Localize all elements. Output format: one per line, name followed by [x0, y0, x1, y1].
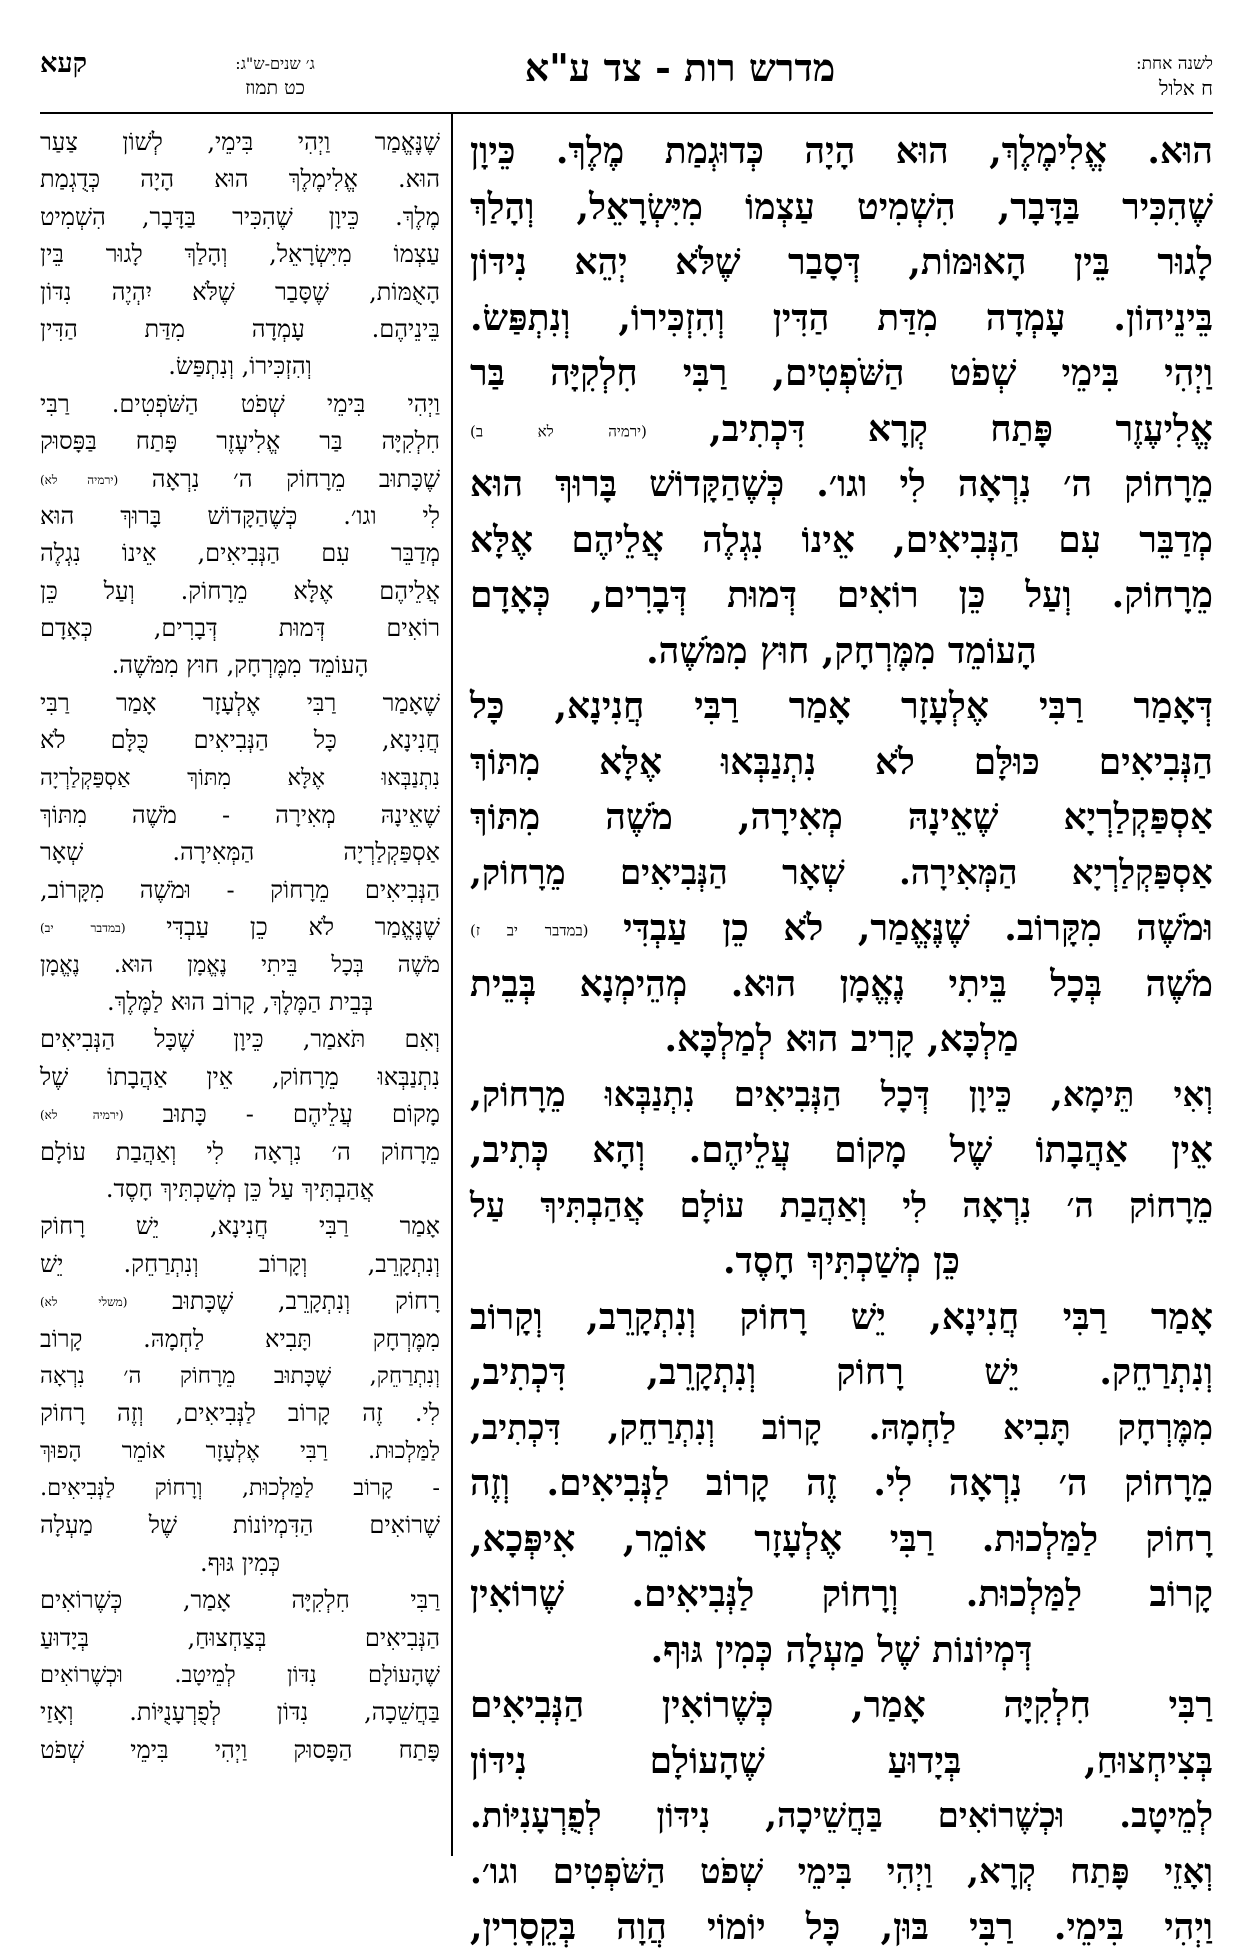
page-title: מדרש רות - צד ע"א [524, 45, 836, 90]
commentary-line: וְהִזְכִּירוֹ, וְנִתְפַּשׂ. [168, 352, 312, 381]
commentary-line: הַנְּבִיאִים בְּצַחְצוּחַ, בְּיָדוּעַ [40, 1623, 440, 1652]
column-divider [451, 112, 453, 1856]
commentary-line: רוֹאִים דְּמוּת דְּבָרִים, כְּאָדָם [40, 614, 440, 643]
three-year-label: ג׳ שנים-ש"ג: [235, 54, 315, 73]
commentary-line-with-citation [40, 909, 440, 946]
commentary-line: בְּבֵית הַמֶּלֶךְ, קָרוֹב הוּא לַמֶּלֶךְ. [106, 987, 374, 1016]
main-line: מְדַבֵּר עִם הַנְּבִיאִים, אֵינוֹ נִגְלֶה אֲלֵיהֶם אֶלָּא [470, 518, 1213, 561]
commentary-line-text: מָקוֹם עֲלֵיהֶם - כָּתוּב [162, 1100, 441, 1129]
one-year-label: לשנה אחת: [1135, 54, 1213, 74]
citation-numbers: (במדבר יב ז) [470, 921, 589, 940]
commentary-line-text: שֶׁכָּתוּב מֵרָחוֹק ה׳ נִרְאָה [151, 464, 440, 493]
page-header [40, 38, 1213, 118]
commentary-line: מֶלֶךְ. כֵּיוָן שֶׁהִכִּיר בַּדָּבָר, הִשְׁמִיט [40, 202, 440, 231]
one-year-date: ח אלול [1158, 76, 1213, 100]
commentary-line: וְאִם תֹּאמַר, כֵּיוָן שֶׁכָּל הַנְּבִיאִים [40, 1025, 440, 1054]
main-line-text: וּמֹשֶׁה מִקָּרוֹב. שֶׁנֶּאֱמַר, לֹא כֵן עַבְדִּי [623, 907, 1213, 949]
commentary-line: בַּחֲשֵׁכָה, נִדּוֹן לְפֻרְעָנֻיּוֹת. וְאָזַי [40, 1698, 440, 1727]
folio-number: קעא [40, 48, 88, 79]
commentary-line: אַסְפַּקְלַרְיָה הַמְּאִירָה. שְׁאָר [40, 838, 440, 867]
commentary-line: עַצְמוֹ מִיִּשְׂרָאֵל, וְהָלַךְ לָגוּר בֵּין [40, 240, 440, 269]
main-line: וְנִתְרַחֵק. יֵשׁ רָחוֹק וְנִתְקָרֵב, דִּכְתִיב, [470, 1351, 1213, 1393]
main-line: מֵרָחוֹק. וְעַל כֵּן רוֹאִים דְּמוּת דְּבָרִים, כְּאָדָם [470, 574, 1213, 616]
main-line: לְמֵיטָב. וּכְשֶׁרוֹאִים בַּחֲשֵׁיכָה, נִידּוֹן לְפֻרְעָנִיּוֹת. [470, 1796, 1213, 1836]
commentary-line: וְנִתְרַחֵק, שֶׁכָּתוּב מֵרָחוֹק ה׳ נִרְאָה [40, 1362, 440, 1389]
commentary-line: חִלְקִיָּה בַּר אֱלִיעֶזֶר פָּתַח בַּפָּסוּק [40, 427, 440, 456]
header-three-year-cycle [160, 52, 390, 100]
main-line: אָמַר רַבִּי חֲנִינָא, יֵשׁ רָחוֹק וְנִתְקָרֵב, וְקָרוֹב [470, 1295, 1213, 1338]
commentary-line-text: שֶׁנֶּאֱמַר לֹא כֵן עַבְדִּי [166, 913, 441, 942]
main-text-column [470, 124, 1214, 1948]
commentary-line: אֲלֵיהֶם אֶלָּא מֵרָחוֹק. וְעַל כֵּן [40, 576, 440, 605]
commentary-line: הַנְּבִיאִים מֵרָחוֹק - וּמֹשֶׁה מִקָּרוֹב, [40, 875, 440, 904]
commentary-line: מֵרָחוֹק ה׳ נִרְאָה לִי וְאַהֲבַת עוֹלָם [40, 1137, 440, 1166]
main-line: מֵרָחוֹק ה׳ נִרְאָה לִי וְאַהֲבַת עוֹלָם אֲהַבְתִּיךְ עַל [470, 1185, 1213, 1226]
commentary-line-with-citation [40, 1283, 440, 1320]
commentary-line: שֶׁהָעוֹלָם נִדּוֹן לְמֵיטָב. וּכְשֶׁרוֹאִים [40, 1662, 440, 1689]
citation-jeremiah-2: (ירמיה לא) [40, 1107, 124, 1122]
commentary-line: פָּתַח הַפָּסוּק וַיְהִי בִּימֵי שְׁפֹט [40, 1735, 440, 1764]
main-line: וַיְהִי בִּימֵי שְׁפֹט הַשֹּׁפְטִים, רַבִּי חִלְקִיָּה בַּר [470, 352, 1213, 394]
commentary-line: - קָרוֹב לַמַּלְכוּת, וְרָחוֹק לַנְּבִיאִים. [40, 1475, 440, 1502]
commentary-line: אָמַר רַבִּי חֲנִינָא, יֵשׁ רָחוֹק [40, 1212, 440, 1241]
citation-numbers: (במדבר יב) [40, 921, 126, 935]
commentary-line: מִמֶּרְחָק תָּבִיא לַחְמָהּ. קָרוֹב [40, 1324, 440, 1353]
commentary-line: הוּא. אֱלִימֶלֶךְ הוּא הָיָה כְּדֻגְמַת [40, 165, 440, 194]
main-line: בֵּינֵיהוֹן. עָמְדָה מִדַּת הַדִּין וְהִזְכִּירוֹ, וְנִתְפַּשׂ. [470, 296, 1213, 339]
main-line: אֵין אַהֲבָתוֹ שֶׁל מָקוֹם עֲלֵיהֶם. וְהָא כְּתִיב, [470, 1129, 1213, 1171]
commentary-line: וַיְהִי בִּימֵי שְׁפֹט הַשֹּׁפְטִים. רַבִּי [40, 389, 440, 418]
main-line: אַסְפַּקְלַרְיָא שֶׁאֵינָהּ מְאִירָה, מֹשֶׁה מִתּוֹךְ [470, 796, 1213, 838]
main-line: לָגוּר בֵּין הָאוּמּוֹת, דְּסָבַר שֶׁלֹּא יְהֵא נִידּוֹן [470, 241, 1213, 283]
main-line: מִמֶּרְחָק תָּבִיא לַחְמָהּ. קָרוֹב וְנִתְרַחֵק, דִּכְתִיב, [470, 1407, 1213, 1448]
commentary-line: רַבִּי חִלְקִיָּה אָמַר, כְּשֶׁרוֹאִים [40, 1586, 440, 1615]
commentary-line: מֹשֶׁה בְּכָל בֵּיתִי נֶאֱמָן הוּא. נֶאֱמָן [40, 951, 440, 978]
main-line: רָחוֹק לַמַּלְכוּת. רַבִּי אֶלְעָזָר אוֹמֵר, אִיפְּכָא, [470, 1517, 1213, 1560]
commentary-line: שֶׁנֶּאֱמַר וַיְהִי בִּימֵי, לְשׁוֹן צַעַר [40, 128, 440, 156]
main-line: מֹשֶׁה בְּכָל בֵּיתִי נֶאֱמָן הוּא. מְהֵימְנָא בְּבֵית [470, 962, 1213, 1005]
main-line: וְאִי תֵּימָא, כֵּיוָן דְּכָל הַנְּבִיאִים נִתְנַבְּאוּ מֵרָחוֹק, [470, 1074, 1213, 1115]
main-line: מַלְכָּא, קָרִיב הוּא לְמַלְכָּא. [664, 1018, 1019, 1060]
commentary-line: לַמַּלְכוּת. רַבִּי אֶלְעָזָר אוֹמֵר הָפוּךְ [40, 1437, 440, 1464]
commentary-line: הָעוֹמֵד מִמֶּרְחָק, חוּץ מִמֹּשֶׁה. [111, 651, 369, 680]
main-line: בְּצִיחְצוּחַ, בְּיָדוּעַ שֶׁהָעוֹלָם נִידּוֹן [470, 1739, 1213, 1782]
main-line-with-citation [470, 901, 1213, 957]
commentary-line-with-citation [40, 1096, 440, 1133]
citation-jeremiah: (ירמיה לא ב) [470, 421, 647, 440]
main-line: וַיְהִי בִּימֵי. רַבִּי בּוּן, כָּל יוֹמוֹי הֲוָה בְּקֵסָרִין, [470, 1906, 1213, 1948]
commentary-column [40, 124, 440, 1854]
main-line: דְּאָמַר רַבִּי אֶלְעָזָר אָמַר רַבִּי חֲנִינָא, כָּל [470, 685, 1213, 727]
commentary-line: נִתְנַבְּאוּ מֵרָחוֹק, אֵין אַהֲבָתוֹ שֶׁל [40, 1062, 440, 1091]
three-year-date: כט תמוז [245, 77, 305, 99]
commentary-line: לִי. זֶה קָרוֹב לַנְּבִיאִים, וְזֶה רָחוֹק [40, 1399, 440, 1428]
commentary-line: לִי וגו׳. כְּשֶׁהַקָּדוֹשׁ בָּרוּךְ הוּא [40, 501, 440, 530]
main-line: וְאָזֵי פָּתַח קְרָא, וַיְהִי בִּימֵי שְׁפֹט הַשֹּׁפְטִים וגו׳. [470, 1851, 1213, 1892]
main-line-text: אֱלִיעֶזֶר פָּתַח קְרָא דִּכְתִיב, [709, 407, 1213, 450]
main-line: הוּא. אֱלִימֶלֶךְ, הוּא הָיָה כְּדוּגְמַת מֶלֶךְ. כֵּיוָן [470, 130, 1213, 172]
header-one-year-cycle [993, 52, 1213, 100]
main-line-with-citation [470, 402, 1213, 458]
main-line: אַסְפַּקְלַרְיָא הַמְּאִירָה. שְׁאָר הַנְּבִיאִים מֵרָחוֹק, [470, 852, 1213, 893]
main-line: דְּמְיוֹנוֹת שֶׁל מַעְלָה כְּמִין גּוּף. [650, 1628, 1033, 1671]
commentary-line: אֲהַבְתִּיךְ עַל כֵּן מְשַׁכְתִּיךְ חָסֶד. [105, 1174, 375, 1203]
commentary-line-with-citation [40, 461, 440, 498]
main-line: קָרוֹב לַמַּלְכוּת. וְרָחוֹק לַנְּבִיאִים. שֶׁרוֹאִין [470, 1573, 1213, 1615]
main-line: כֵּן מְשַׁכְתִּיךְ חָסֶד. [723, 1240, 960, 1282]
citation-jeremiah: (ירמיה לא) [40, 472, 119, 487]
folio-block [40, 48, 150, 80]
commentary-line: מְדַבֵּר עִם הַנְּבִיאִים, אֵינוֹ נִגְלֶה [40, 539, 440, 568]
main-line: רַבִּי חִלְקִיָּה אָמַר, כְּשֶׁרוֹאִין הַנְּבִיאִים [470, 1684, 1213, 1726]
commentary-line: בֵּינֵיהֶם. עָמְדָה מִדַּת הַדִּין [40, 314, 440, 343]
commentary-line: הָאֻמּוֹת, שֶׁסָּבַר שֶׁלֹּא יִהְיֶה נִדּוֹן [40, 277, 440, 306]
commentary-line: נִתְנַבְּאוּ אֶלָּא מִתּוֹךְ אַסְפַּקְלַרְיָה [40, 764, 440, 791]
header-divider [40, 112, 1213, 114]
commentary-line: כְּמִין גּוּף. [199, 1548, 281, 1577]
commentary-line-text: רָחוֹק וְנִתְקָרֵב, שֶׁכָּתוּב [172, 1287, 440, 1316]
commentary-line: שֶׁרוֹאִים הַדִּמְיוֹנוֹת שֶׁל מַעְלָה [40, 1511, 440, 1540]
commentary-line: שֶׁאָמַר רַבִּי אֶלְעָזָר אָמַר רַבִּי [40, 688, 440, 717]
commentary-line: שֶׁאֵינָהּ מְאִירָה - מֹשֶׁה מִתּוֹךְ [40, 801, 440, 830]
main-line: שֶׁהִכִּיר בַּדָּבָר, הִשְׁמִיט עַצְמוֹ מִיִּשְׂרָאֵל, וְהָלַךְ [470, 185, 1213, 228]
citation-proverbs: (משלי לא) [40, 1294, 128, 1309]
commentary-line: וְנִתְקָרֵב, וְקָרוֹב וְנִתְרַחֵק. יֵשׁ [40, 1249, 440, 1278]
commentary-line: חֲנִינָא, כָּל הַנְּבִיאִים כֻּלָּם לֹא [40, 726, 440, 755]
main-line: הַנְּבִיאִים כּוּלָּם לֹא נִתְנַבְּאוּ אֶלָּא מִתּוֹךְ [470, 740, 1213, 783]
main-line: הָעוֹמֵד מִמֶּרְחָק, חוּץ מִמֹּשֶׁה. [646, 629, 1037, 672]
main-line: מֵרָחוֹק ה׳ נִרְאָה לִי וגו׳. כְּשֶׁהַקָּדוֹשׁ בָּרוּךְ הוּא [470, 463, 1214, 505]
main-line: מֵרָחוֹק ה׳ נִרְאָה לִי. זֶה קָרוֹב לַנְּבִיאִים. וְזֶה [470, 1462, 1213, 1504]
